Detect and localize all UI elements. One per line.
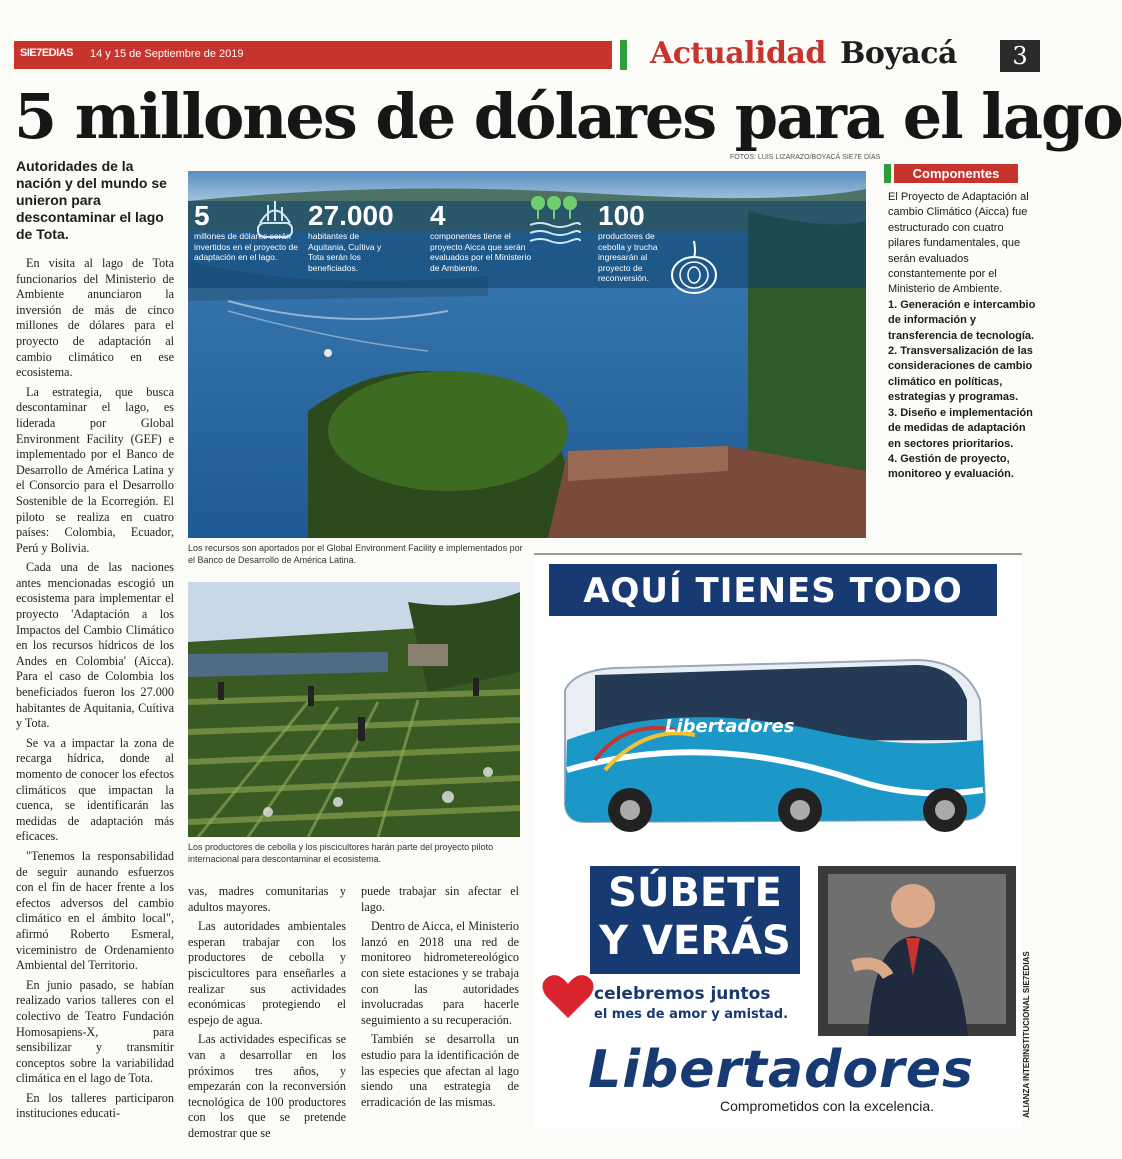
article-deck: Autoridades de la nación y del mundo se unieron para descontaminar el lago de Tota. — [16, 158, 167, 242]
bus-illustration — [555, 630, 995, 845]
photo-caption: Los productores de cebolla y los piscicultores harán parte del proyecto piloto internacional para descontaminar el ecosistema. — [188, 842, 494, 864]
heart-icon — [540, 972, 596, 1022]
stat-text: millones de dólares serán invertidos en el proyecto de adaptación en el lago. — [194, 231, 298, 262]
ad-slogan-line2: Y VERÁS — [599, 918, 791, 964]
ad-side-note: ALIANZA INTERINSTITUCIONAL SIE7EDIAS — [1022, 951, 1031, 1118]
money-icon — [250, 193, 300, 243]
stat-number: 27.000 — [308, 200, 394, 231]
headline: 5 millones de dólares para el lago — [14, 80, 1122, 153]
components-intro: El Proyecto de Adaptación al cambio Climático (Aicca) fue estructurado con cuatro pilares fundamentales, que serán evaluados constantemente por el Ministerio de Ambiente. — [888, 191, 1029, 296]
paragraph: La estrategia, que busca descontaminar el lago, es liderada por Global Environment Facility (GEF) e implementado por el Banco de Desarrollo de América Latina y el Consorcio para el Desarrollo Sostenible de la Ecorregión. El piloto se realiza en cuatro países: Colombia, Ecuador, Perú y Bolivia. — [16, 384, 174, 555]
newspaper-logo: SIE7EDIAS — [20, 47, 73, 59]
ad-slogan-line1: SÚBETE — [608, 870, 782, 916]
stat-text: habitantes de Aquitania, Cuítiva y Tota serán los beneficiados. — [308, 231, 382, 273]
section-title: Actualidad — [650, 36, 826, 71]
section-marker — [620, 40, 627, 70]
bus-icon — [555, 630, 995, 845]
section-region: Boyacá — [840, 36, 957, 71]
paragraph: Las autoridades ambientales esperan trabajar con los productores de cebolla y piscicultores para enseñarles a realizar sus actividades económicas protegiendo el espejo de agua. — [188, 919, 346, 1027]
paragraph: En junio pasado, se habían realizado varios talleres con el colectivo de Teatro Fundación Homosapiens-X, para sensibilizar y transmitir conceptos sobre la variabilidad climática en el lago de Tota. — [16, 977, 174, 1086]
component-item: 1. Generación e intercambio de información y transferencia de tecnología. — [888, 298, 1036, 342]
ad-brand: Libertadores — [588, 1040, 974, 1100]
ad-celebrate-line2: el mes de amor y amistad. — [594, 1007, 789, 1022]
components-title: Componentes — [894, 164, 1018, 183]
crops-icon — [526, 193, 582, 249]
lake-photo — [188, 171, 866, 538]
bus-brand: Libertadores — [665, 716, 795, 737]
issue-date: 14 y 15 de Septiembre de 2019 — [90, 48, 244, 60]
stat-number: 4 — [430, 200, 446, 231]
component-item: 4. Gestión de proyecto, monitoreo y evaluación. — [888, 452, 1014, 481]
paragraph: Dentro de Aicca, el Ministerio lanzó en 2018 una red de monitoreo hidrometereológico con siete estaciones y se trabaja con las autoridades involucradas para hacerle seguimiento a su recuperación. — [361, 919, 519, 1027]
paragraph: Se va a impactar la zona de recarga hídrica, donde al momento de conocer los efectos climáticos que impactan la cuenca, se identificarán las medidas de adaptación más eficaces. — [16, 735, 174, 844]
paragraph: puede trabajar sin afectar el lago. — [361, 884, 519, 914]
ad-banner: AQUÍ TIENES TODO — [549, 564, 997, 616]
stat-block — [308, 201, 430, 273]
field-photo — [188, 582, 520, 837]
photo-credit: FOTOS: LUIS LIZARAZO/BOYACÁ SIE7E DÍAS — [730, 154, 881, 161]
component-item: 2. Transversalización de las consideraciones de cambio climático en políticas, estrategias y programas. — [888, 345, 1033, 404]
components-box — [888, 190, 1036, 483]
stat-text: productores de cebolla y trucha ingresarán al proyecto de reconversión. — [598, 231, 658, 283]
paragraph: Las actividades especificas se van a desarrollar en los próximos tres años, y empezarán con la reconversión tecnológica de 100 productores con los que se pretende demostrar que se — [188, 1032, 346, 1140]
field-illustration — [188, 582, 520, 837]
stat-text: componentes tiene el proyecto Aicca que serán evaluados por el Ministerio de Ambiente. — [430, 231, 532, 273]
stat-number: 100 — [598, 200, 645, 231]
paragraph: "Tenemos la responsabilidad de seguir aunando esfuerzos con el fin de hacer frente a los efectos adversos del cambio climático en el ámbito local", afirmó Roberto Esmeral, viceministro de Ordenamiento Ambiental del Territorio. — [16, 848, 174, 973]
article-column-right — [361, 884, 519, 1114]
article-column-middle — [188, 884, 346, 1146]
page-number: 3 — [1000, 40, 1040, 72]
ad-tagline: Comprometidos con la excelencia. — [720, 1098, 934, 1114]
driver-illustration — [818, 866, 1016, 1036]
onion-icon — [666, 237, 722, 297]
paragraph: Cada una de las naciones antes mencionadas escogió un ecosistema para implementar el proyecto 'Adaptación a los Impactos del Cambio Climático en los recursos hídricos de los Andes en Colombia' (Aicca). Para el caso de Colombia los beneficiados fueron los 27.000 habitantes de Aquitania, Cuítiva y Tota. — [16, 560, 174, 731]
stat-number: 5 — [194, 200, 210, 231]
ad-celebrate-line1: celebremos juntos — [594, 984, 771, 1004]
driver-photo — [818, 866, 1016, 1036]
photo-caption: Los recursos son aportados por el Global Environment Facility e implementados por el Banco de Desarrollo de América Latina. — [188, 543, 523, 565]
paragraph: vas, madres comunitarias y adultos mayores. — [188, 884, 346, 914]
paragraph: También se desarrolla un estudio para la identificación de las especies que afectan al lago siendo una estrategia de erradicación de las mismas. — [361, 1032, 519, 1109]
article-column-left — [16, 256, 174, 1126]
components-marker — [884, 164, 891, 183]
component-item: 3. Diseño e implementación de medidas de adaptación en sectores prioritarios. — [888, 406, 1033, 450]
paragraph: En los talleres participaron instituciones educati- — [16, 1090, 174, 1121]
paragraph: En visita al lago de Tota funcionarios del Ministerio de Ambiente anunciaron la inversión de más de cinco millones de dólares para el proyecto de adaptación al cambio climático en ese ecosistema. — [16, 256, 174, 380]
